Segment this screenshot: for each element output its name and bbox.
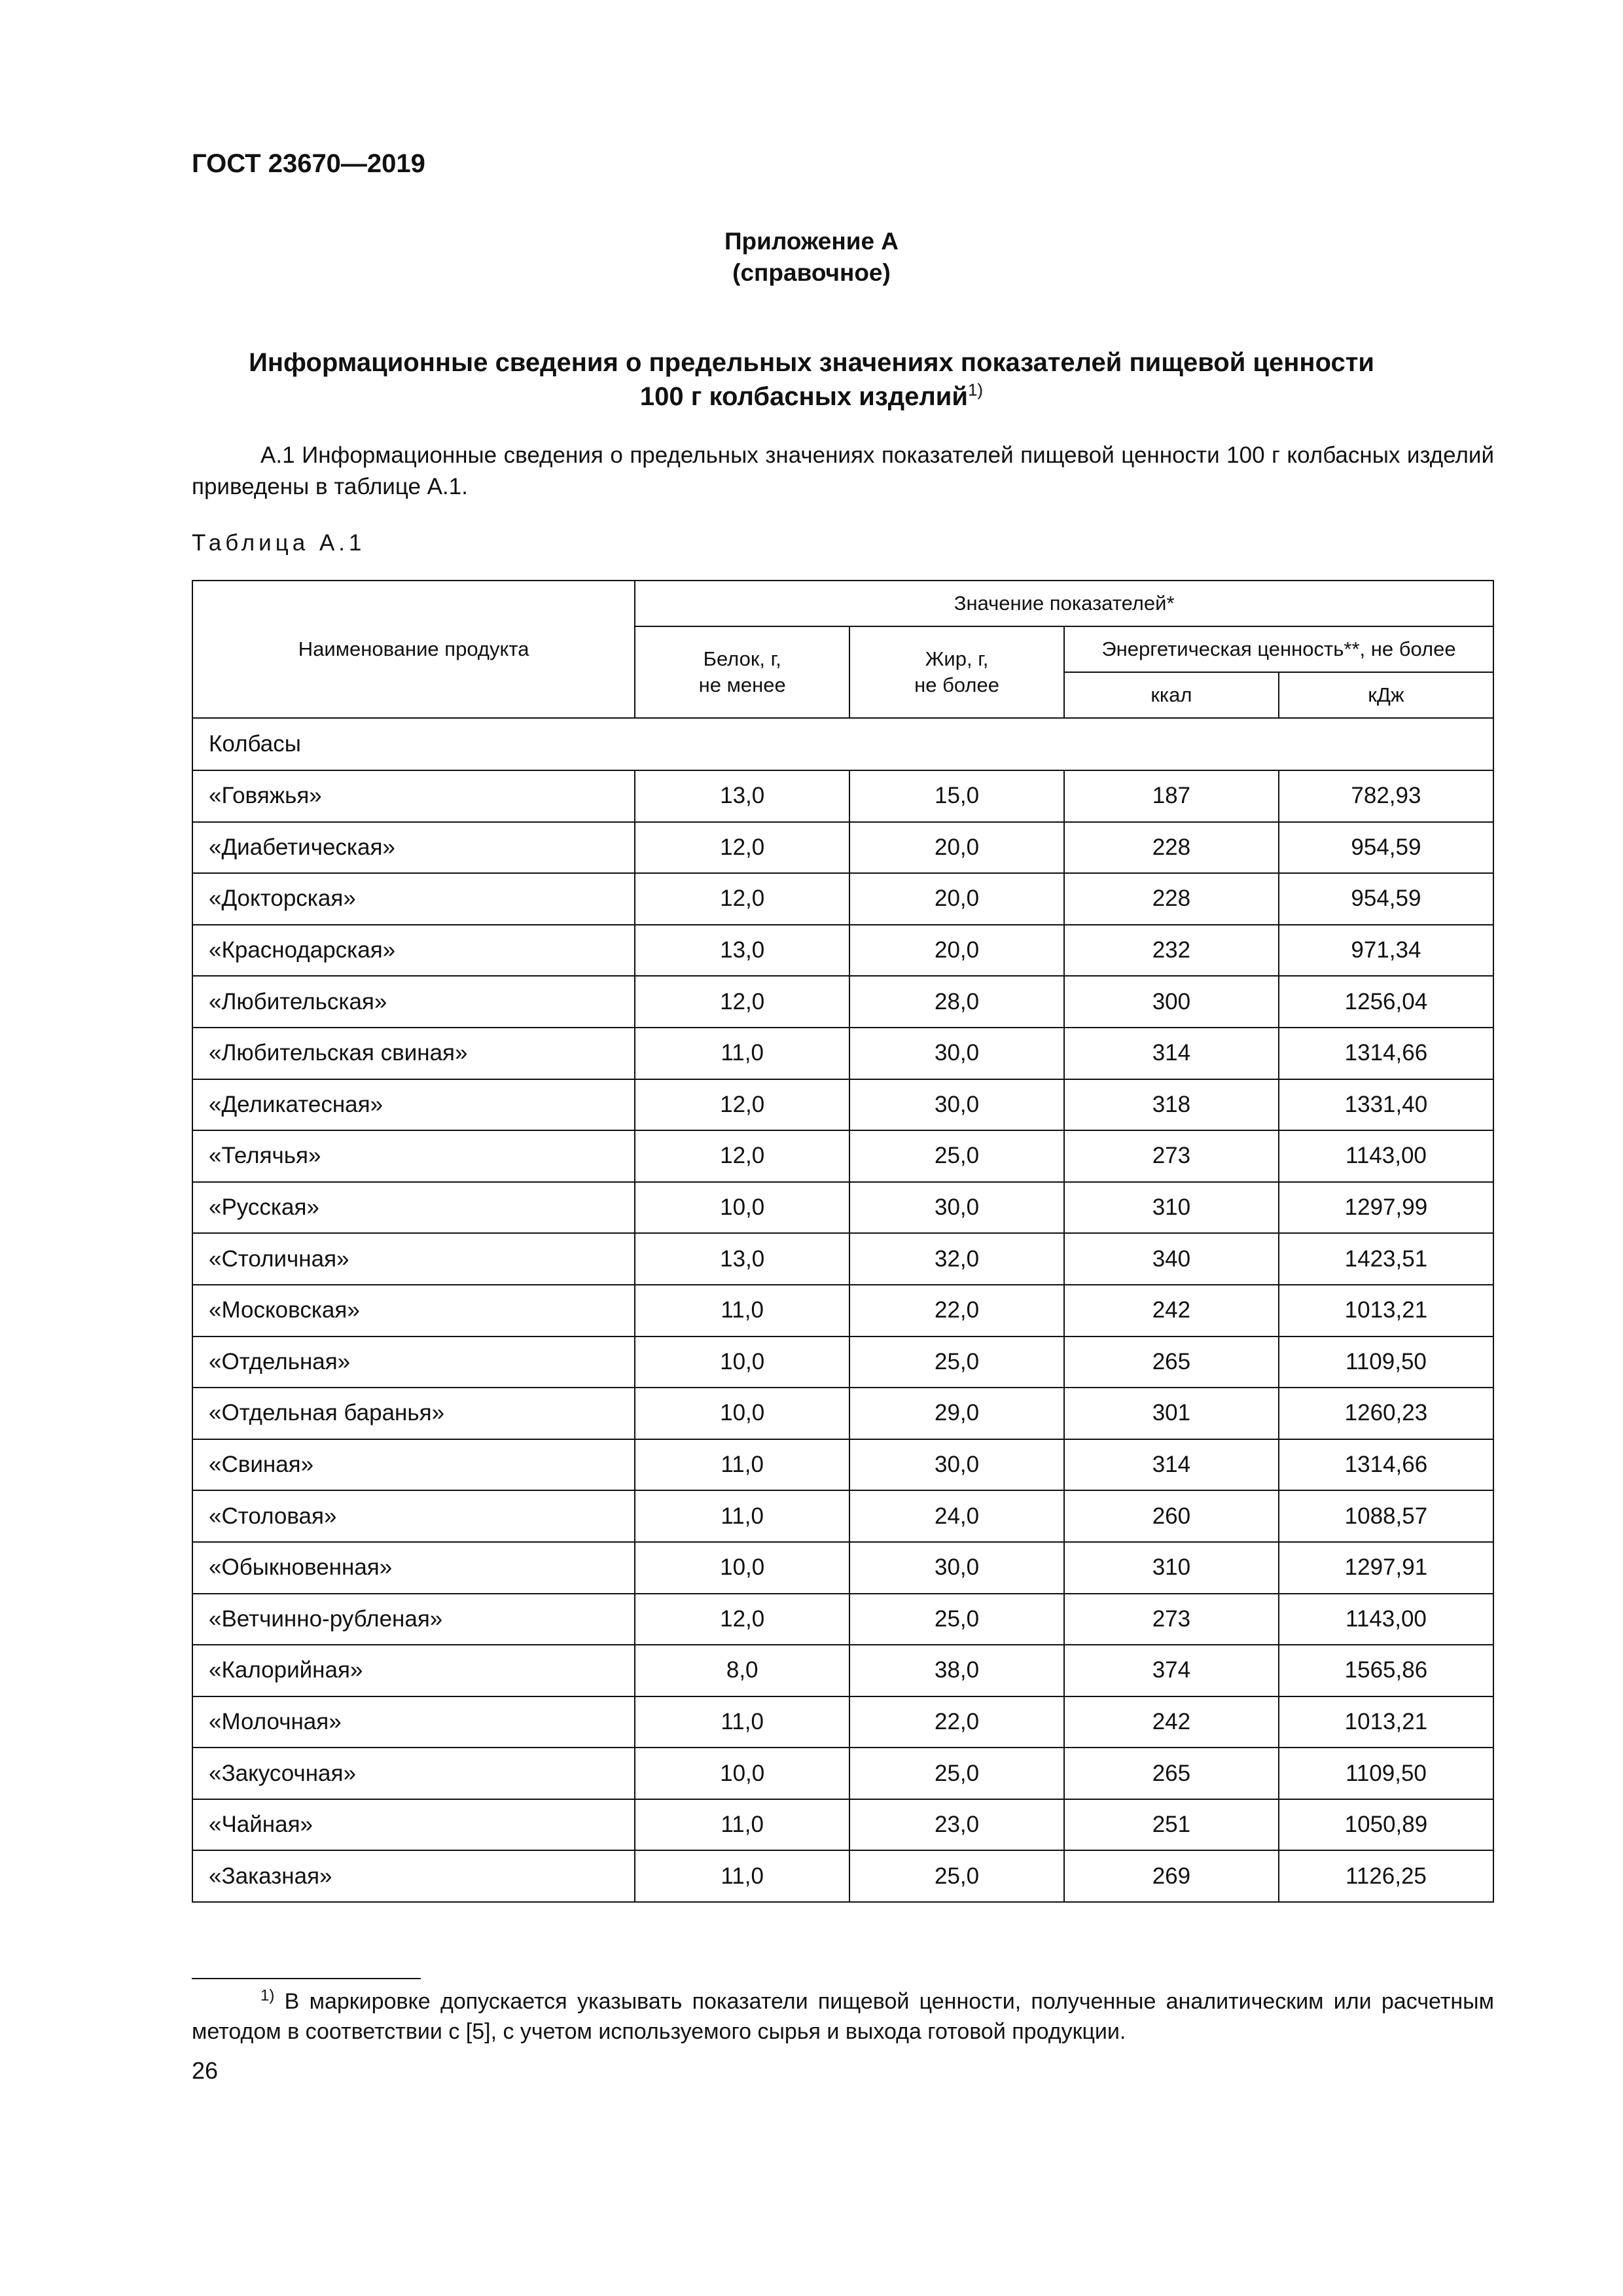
fat-cell: 28,0	[849, 976, 1064, 1028]
protein-cell: 11,0	[635, 1850, 849, 1902]
protein-cell: 12,0	[635, 822, 849, 874]
kcal-cell: 187	[1064, 770, 1279, 822]
appendix-label: Приложение А	[724, 228, 899, 255]
kj-cell: 1109,50	[1279, 1748, 1493, 1799]
fat-cell: 24,0	[849, 1490, 1064, 1542]
fat-cell: 25,0	[849, 1130, 1064, 1182]
kj-cell: 782,93	[1279, 770, 1493, 822]
table-row	[192, 1233, 1493, 1285]
fat-cell: 30,0	[849, 1182, 1064, 1234]
appendix-type: (справочное)	[732, 259, 891, 286]
kj-cell: 1256,04	[1279, 976, 1493, 1028]
fat-cell: 25,0	[849, 1850, 1064, 1902]
title-line-2	[0, 380, 1623, 414]
table-row	[192, 976, 1493, 1028]
protein-cell: 11,0	[635, 1696, 849, 1748]
table-row	[192, 770, 1493, 822]
footnote-text: В маркировке допускается указывать показатели пищевой ценности, полученные аналитическим или расчетным методом в соответствии с [5], с учетом используемого сырья и выхода готовой продукции.	[192, 1989, 1494, 2044]
page-number: 26	[192, 2057, 219, 2084]
header-protein	[635, 626, 849, 718]
intro-paragraph: А.1 Информационные сведения о предельных значениях показателей пищевой ценности 100 г колбасных изделий приведены в таблице А.1.	[192, 442, 1494, 499]
protein-cell: 11,0	[635, 1028, 849, 1079]
kcal-cell: 273	[1064, 1594, 1279, 1645]
protein-cell: 10,0	[635, 1182, 849, 1234]
table-row	[192, 1645, 1493, 1696]
protein-cell: 13,0	[635, 770, 849, 822]
product-name-cell: «Молочная»	[192, 1696, 635, 1748]
table-row	[192, 873, 1493, 925]
table-row	[192, 1439, 1493, 1491]
product-name-cell: «Краснодарская»	[192, 925, 635, 977]
protein-cell: 11,0	[635, 1285, 849, 1336]
product-name-cell: «Московская»	[192, 1285, 635, 1336]
fat-cell: 20,0	[849, 925, 1064, 977]
product-name-cell: «Докторская»	[192, 873, 635, 925]
product-name-cell: «Любительская свиная»	[192, 1028, 635, 1079]
footnote-divider	[192, 1978, 421, 1979]
protein-cell: 10,0	[635, 1542, 849, 1594]
kj-cell: 1260,23	[1279, 1388, 1493, 1439]
header-product-name: Наименование продукта	[192, 581, 635, 718]
kj-cell: 1423,51	[1279, 1233, 1493, 1285]
header-fat-label: Жир, г,	[925, 647, 989, 670]
fat-cell: 29,0	[849, 1388, 1064, 1439]
kj-cell: 1013,21	[1279, 1696, 1493, 1748]
footnote-mark: 1)	[260, 1986, 275, 2005]
kcal-cell: 265	[1064, 1748, 1279, 1799]
fat-cell: 22,0	[849, 1696, 1064, 1748]
product-name-cell: «Чайная»	[192, 1799, 635, 1851]
kcal-cell: 260	[1064, 1490, 1279, 1542]
fat-cell: 38,0	[849, 1645, 1064, 1696]
protein-cell: 11,0	[635, 1490, 849, 1542]
fat-cell: 23,0	[849, 1799, 1064, 1851]
kcal-cell: 269	[1064, 1850, 1279, 1902]
table-row	[192, 1285, 1493, 1336]
table-row	[192, 1182, 1493, 1234]
product-name-cell: «Телячья»	[192, 1130, 635, 1182]
fat-cell: 25,0	[849, 1748, 1064, 1799]
kcal-cell: 310	[1064, 1542, 1279, 1594]
table-row	[192, 822, 1493, 874]
kcal-cell: 340	[1064, 1233, 1279, 1285]
product-name-cell: «Обыкновенная»	[192, 1542, 635, 1594]
table-row	[192, 1079, 1493, 1131]
product-name-cell: «Закусочная»	[192, 1748, 635, 1799]
table-row	[192, 1130, 1493, 1182]
fat-cell: 25,0	[849, 1594, 1064, 1645]
kcal-cell: 228	[1064, 873, 1279, 925]
product-name-cell: «Деликатесная»	[192, 1079, 635, 1131]
table-row	[192, 1850, 1493, 1902]
protein-cell: 11,0	[635, 1799, 849, 1851]
fat-cell: 30,0	[849, 1439, 1064, 1491]
table-row	[192, 1696, 1493, 1748]
kj-cell: 1297,91	[1279, 1542, 1493, 1594]
kcal-cell: 273	[1064, 1130, 1279, 1182]
kj-cell: 971,34	[1279, 925, 1493, 977]
fat-cell: 20,0	[849, 873, 1064, 925]
kcal-cell: 300	[1064, 976, 1279, 1028]
protein-cell: 10,0	[635, 1336, 849, 1388]
kcal-cell: 374	[1064, 1645, 1279, 1696]
header-energy: Энергетическая ценность**, не более	[1064, 626, 1493, 672]
kcal-cell: 265	[1064, 1336, 1279, 1388]
fat-cell: 30,0	[849, 1542, 1064, 1594]
fat-cell: 20,0	[849, 822, 1064, 874]
footnote	[192, 1986, 1494, 2047]
product-name-cell: «Диабетическая»	[192, 822, 635, 874]
table-row	[192, 1336, 1493, 1388]
fat-cell: 30,0	[849, 1028, 1064, 1079]
kj-cell: 1314,66	[1279, 1028, 1493, 1079]
table-caption: Таблица А.1	[192, 530, 366, 556]
fat-cell: 32,0	[849, 1233, 1064, 1285]
table-row	[192, 1594, 1493, 1645]
appendix-title	[0, 346, 1623, 414]
header-fat-sub: не более	[914, 673, 999, 696]
kcal-cell: 314	[1064, 1439, 1279, 1491]
header-fat	[849, 626, 1064, 718]
table-row	[192, 925, 1493, 977]
product-name-cell: «Ветчинно-рубленая»	[192, 1594, 635, 1645]
product-name-cell: «Столовая»	[192, 1490, 635, 1542]
kj-cell: 1143,00	[1279, 1594, 1493, 1645]
table-body	[192, 718, 1493, 1902]
title-line-1: Информационные сведения о предельных значениях показателей пищевой ценности	[249, 348, 1374, 377]
table-row	[192, 1490, 1493, 1542]
kj-cell: 954,59	[1279, 822, 1493, 874]
header-values-group: Значение показателей*	[635, 581, 1493, 626]
kj-cell: 1126,25	[1279, 1850, 1493, 1902]
product-name-cell: «Отдельная»	[192, 1336, 635, 1388]
table-row	[192, 1028, 1493, 1079]
protein-cell: 10,0	[635, 1388, 849, 1439]
fat-cell: 25,0	[849, 1336, 1064, 1388]
kj-cell: 1088,57	[1279, 1490, 1493, 1542]
table-row	[192, 1542, 1493, 1594]
group-label: Колбасы	[192, 718, 1493, 770]
product-name-cell: «Русская»	[192, 1182, 635, 1234]
protein-cell: 12,0	[635, 873, 849, 925]
kj-cell: 1013,21	[1279, 1285, 1493, 1336]
document-id: ГОСТ 23670—2019	[192, 149, 425, 178]
kj-cell: 1297,99	[1279, 1182, 1493, 1234]
kj-cell: 1109,50	[1279, 1336, 1493, 1388]
product-name-cell: «Говяжья»	[192, 770, 635, 822]
fat-cell: 22,0	[849, 1285, 1064, 1336]
kcal-cell: 314	[1064, 1028, 1279, 1079]
product-name-cell: «Отдельная баранья»	[192, 1388, 635, 1439]
table-row	[192, 1388, 1493, 1439]
kcal-cell: 242	[1064, 1696, 1279, 1748]
protein-cell: 12,0	[635, 976, 849, 1028]
group-row	[192, 718, 1493, 770]
kcal-cell: 228	[1064, 822, 1279, 874]
title-line-2-text: 100 г колбасных изделий	[639, 382, 968, 411]
protein-cell: 12,0	[635, 1594, 849, 1645]
protein-cell: 10,0	[635, 1748, 849, 1799]
protein-cell: 12,0	[635, 1079, 849, 1131]
kcal-cell: 301	[1064, 1388, 1279, 1439]
fat-cell: 30,0	[849, 1079, 1064, 1131]
header-protein-label: Белок, г,	[703, 647, 781, 670]
kj-cell: 1331,40	[1279, 1079, 1493, 1131]
kcal-cell: 242	[1064, 1285, 1279, 1336]
table-row	[192, 1799, 1493, 1851]
protein-cell: 11,0	[635, 1439, 849, 1491]
header-protein-sub: не менее	[698, 673, 786, 696]
product-name-cell: «Заказная»	[192, 1850, 635, 1902]
protein-cell: 13,0	[635, 925, 849, 977]
kcal-cell: 318	[1064, 1079, 1279, 1131]
protein-cell: 13,0	[635, 1233, 849, 1285]
protein-cell: 8,0	[635, 1645, 849, 1696]
header-kcal: ккал	[1064, 672, 1279, 718]
kcal-cell: 232	[1064, 925, 1279, 977]
kj-cell: 1143,00	[1279, 1130, 1493, 1182]
kj-cell: 1565,86	[1279, 1645, 1493, 1696]
table-row	[192, 1748, 1493, 1799]
nutrition-table	[192, 580, 1494, 1903]
product-name-cell: «Калорийная»	[192, 1645, 635, 1696]
kj-cell: 1314,66	[1279, 1439, 1493, 1491]
fat-cell: 15,0	[849, 770, 1064, 822]
protein-cell: 12,0	[635, 1130, 849, 1182]
appendix-heading	[0, 226, 1623, 289]
kcal-cell: 251	[1064, 1799, 1279, 1851]
header-kj: кДж	[1279, 672, 1493, 718]
title-footnote-mark: 1)	[967, 380, 984, 400]
kj-cell: 1050,89	[1279, 1799, 1493, 1851]
product-name-cell: «Свиная»	[192, 1439, 635, 1491]
product-name-cell: «Любительская»	[192, 976, 635, 1028]
kj-cell: 954,59	[1279, 873, 1493, 925]
product-name-cell: «Столичная»	[192, 1233, 635, 1285]
kcal-cell: 310	[1064, 1182, 1279, 1234]
